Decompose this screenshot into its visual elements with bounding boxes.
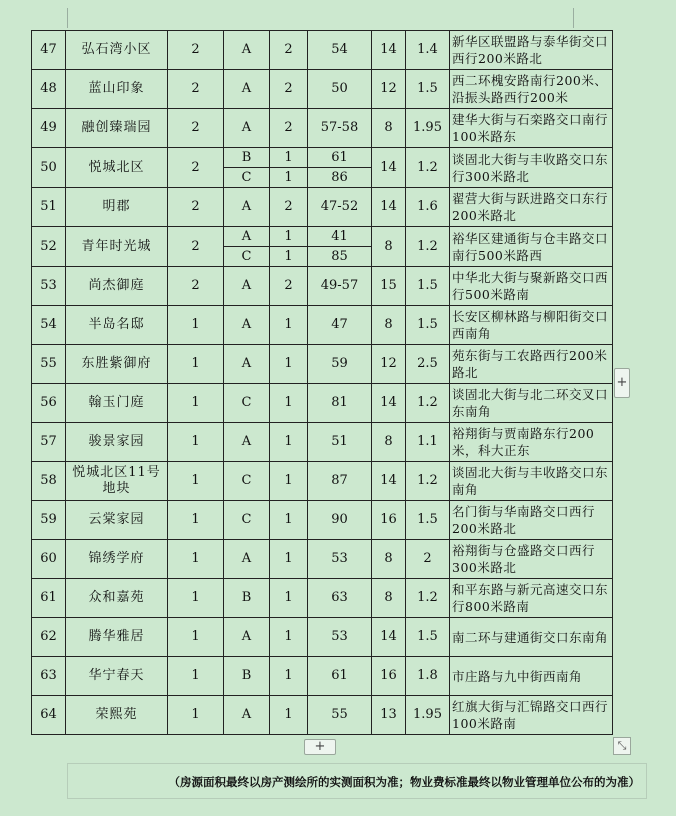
row-number: 59: [32, 501, 66, 540]
margin-guide-right: [573, 8, 574, 28]
address: 苑东街与工农路西行200米路北: [450, 345, 613, 384]
unit-type: A: [224, 306, 270, 345]
project-name: 悦城北区11号地块: [66, 462, 168, 501]
project-name: 云棠家园: [66, 501, 168, 540]
unit-type: C: [224, 384, 270, 423]
unit-count: 1: [168, 306, 224, 345]
table-row: [32, 31, 613, 70]
unit-count: 1: [168, 618, 224, 657]
table-row: [32, 70, 613, 109]
project-name: 青年时光城: [66, 227, 168, 267]
unit-qty: 1: [270, 501, 308, 540]
row-number: 55: [32, 345, 66, 384]
unit-type: A: [224, 109, 270, 148]
row-number: 63: [32, 657, 66, 696]
floors: 14: [372, 384, 406, 423]
unit-area: 47: [308, 306, 372, 345]
unit-area: 90: [308, 501, 372, 540]
unit-type: A: [224, 540, 270, 579]
unit-qty: 1: [270, 168, 308, 188]
unit-area: 57-58: [308, 109, 372, 148]
project-name: 融创臻瑞园: [66, 109, 168, 148]
address: 和平东路与新元高速交口东行800米路南: [450, 579, 613, 618]
unit-count: 2: [168, 31, 224, 70]
property-fee: 1.5: [406, 501, 450, 540]
address: 红旗大街与汇锦路交口西行100米路南: [450, 696, 613, 735]
unit-qty: 1: [270, 345, 308, 384]
unit-count: 2: [168, 70, 224, 109]
table-row: [32, 227, 613, 247]
floors: 8: [372, 540, 406, 579]
unit-qty: 2: [270, 267, 308, 306]
address: 西二环槐安路南行200米、沿振头路西行200米: [450, 70, 613, 109]
unit-count: 1: [168, 462, 224, 501]
unit-area: 41: [308, 227, 372, 247]
housing-table: [31, 30, 613, 735]
unit-area: 61: [308, 657, 372, 696]
unit-qty: 2: [270, 109, 308, 148]
project-name: 尚杰御庭: [66, 267, 168, 306]
floors: 8: [372, 423, 406, 462]
unit-area: 47-52: [308, 188, 372, 227]
address: 名门街与华南路交口西行200米路北: [450, 501, 613, 540]
add-row-button[interactable]: +: [304, 739, 336, 755]
unit-type: A: [224, 267, 270, 306]
row-number: 52: [32, 227, 66, 267]
unit-count: 1: [168, 345, 224, 384]
unit-area: 49-57: [308, 267, 372, 306]
table-row: [32, 462, 613, 501]
property-fee: 1.2: [406, 384, 450, 423]
row-number: 48: [32, 70, 66, 109]
floors: 8: [372, 306, 406, 345]
unit-area: 63: [308, 579, 372, 618]
floors: 8: [372, 227, 406, 267]
project-name: 腾华雅居: [66, 618, 168, 657]
row-number: 60: [32, 540, 66, 579]
property-fee: 1.95: [406, 109, 450, 148]
unit-qty: 1: [270, 148, 308, 168]
unit-area: 53: [308, 618, 372, 657]
unit-qty: 1: [270, 247, 308, 267]
table-row: [32, 501, 613, 540]
unit-area: 81: [308, 384, 372, 423]
unit-count: 2: [168, 188, 224, 227]
address: 谈固北大街与丰收路交口东南角: [450, 462, 613, 501]
row-number: 61: [32, 579, 66, 618]
unit-type: A: [224, 31, 270, 70]
unit-type: C: [224, 501, 270, 540]
unit-area: 51: [308, 423, 372, 462]
unit-area: 87: [308, 462, 372, 501]
table-row: [32, 188, 613, 227]
address: 裕华区建通街与仓丰路交口南行500米路西: [450, 227, 613, 267]
unit-type: C: [224, 168, 270, 188]
row-number: 54: [32, 306, 66, 345]
property-fee: 2.5: [406, 345, 450, 384]
unit-area: 55: [308, 696, 372, 735]
margin-guide-left: [67, 8, 68, 28]
row-number: 50: [32, 148, 66, 188]
unit-qty: 1: [270, 618, 308, 657]
floors: 16: [372, 501, 406, 540]
table-row: [32, 423, 613, 462]
row-number: 64: [32, 696, 66, 735]
address: 谈固北大街与北二环交叉口东南角: [450, 384, 613, 423]
unit-qty: 1: [270, 462, 308, 501]
property-fee: 1.95: [406, 696, 450, 735]
row-number: 58: [32, 462, 66, 501]
project-name: 明郡: [66, 188, 168, 227]
property-fee: 1.8: [406, 657, 450, 696]
floors: 14: [372, 462, 406, 501]
unit-type: A: [224, 618, 270, 657]
floors: 14: [372, 618, 406, 657]
table-row: [32, 384, 613, 423]
address: 中华北大街与聚新路交口西行500米路南: [450, 267, 613, 306]
address: 裕翔街与贾南路东行200米，科大正东: [450, 423, 613, 462]
unit-qty: 2: [270, 70, 308, 109]
address: 市庄路与九中街西南角: [450, 657, 613, 696]
floors: 16: [372, 657, 406, 696]
project-name: 悦城北区: [66, 148, 168, 188]
unit-type: A: [224, 345, 270, 384]
project-name: 弘石湾小区: [66, 31, 168, 70]
unit-type: A: [224, 696, 270, 735]
property-fee: 1.2: [406, 227, 450, 267]
floors: 13: [372, 696, 406, 735]
row-number: 62: [32, 618, 66, 657]
unit-area: 86: [308, 168, 372, 188]
unit-area: 61: [308, 148, 372, 168]
address: 长安区柳林路与柳阳街交口西南角: [450, 306, 613, 345]
unit-count: 1: [168, 384, 224, 423]
row-number: 49: [32, 109, 66, 148]
floors: 8: [372, 579, 406, 618]
property-fee: 1.5: [406, 70, 450, 109]
project-name: 东胜紫御府: [66, 345, 168, 384]
unit-count: 1: [168, 696, 224, 735]
address: 裕翔街与仓盛路交口西行300米路北: [450, 540, 613, 579]
unit-qty: 1: [270, 306, 308, 345]
table-row: [32, 306, 613, 345]
unit-count: 2: [168, 109, 224, 148]
row-number: 51: [32, 188, 66, 227]
property-fee: 1.5: [406, 267, 450, 306]
address: 建华大街与石栾路交口南行100米路东: [450, 109, 613, 148]
unit-count: 1: [168, 540, 224, 579]
unit-count: 2: [168, 267, 224, 306]
table-row: [32, 148, 613, 168]
row-number: 57: [32, 423, 66, 462]
project-name: 翰玉门庭: [66, 384, 168, 423]
project-name: 荣熙苑: [66, 696, 168, 735]
project-name: 骏景家园: [66, 423, 168, 462]
unit-type: B: [224, 579, 270, 618]
unit-type: B: [224, 148, 270, 168]
address: 谈固北大街与丰收路交口东行300米路北: [450, 148, 613, 188]
table-resize-handle[interactable]: ⤡: [613, 737, 631, 755]
row-number: 53: [32, 267, 66, 306]
floors: 12: [372, 70, 406, 109]
row-number: 56: [32, 384, 66, 423]
project-name: 众和嘉苑: [66, 579, 168, 618]
property-fee: 2: [406, 540, 450, 579]
unit-qty: 1: [270, 540, 308, 579]
unit-area: 54: [308, 31, 372, 70]
unit-qty: 1: [270, 579, 308, 618]
project-name: 华宁春天: [66, 657, 168, 696]
footnote: （房源面积最终以房产测绘所的实测面积为准；物业费标准最终以物业管理单位公布的为准）: [67, 763, 647, 799]
property-fee: 1.4: [406, 31, 450, 70]
unit-type: B: [224, 657, 270, 696]
unit-type: C: [224, 462, 270, 501]
unit-count: 1: [168, 501, 224, 540]
unit-count: 2: [168, 148, 224, 188]
property-fee: 1.5: [406, 618, 450, 657]
table-row: [32, 109, 613, 148]
unit-area: 59: [308, 345, 372, 384]
unit-type: A: [224, 423, 270, 462]
table-row: [32, 618, 613, 657]
table-row: [32, 267, 613, 306]
unit-count: 1: [168, 657, 224, 696]
address: 南二环与建通街交口东南角: [450, 618, 613, 657]
row-number: 47: [32, 31, 66, 70]
add-column-button[interactable]: +: [614, 368, 630, 398]
table-row: [32, 540, 613, 579]
property-fee: 1.6: [406, 188, 450, 227]
unit-qty: 1: [270, 696, 308, 735]
floors: 15: [372, 267, 406, 306]
floors: 14: [372, 148, 406, 188]
floors: 14: [372, 31, 406, 70]
table-row: [32, 657, 613, 696]
unit-qty: 1: [270, 384, 308, 423]
table-row: [32, 579, 613, 618]
unit-count: 1: [168, 579, 224, 618]
project-name: 锦绣学府: [66, 540, 168, 579]
unit-type: A: [224, 188, 270, 227]
unit-type: A: [224, 70, 270, 109]
unit-qty: 2: [270, 31, 308, 70]
property-fee: 1.2: [406, 462, 450, 501]
floors: 14: [372, 188, 406, 227]
table-row: [32, 696, 613, 735]
unit-qty: 1: [270, 227, 308, 247]
unit-qty: 1: [270, 423, 308, 462]
unit-type: A: [224, 227, 270, 247]
floors: 8: [372, 109, 406, 148]
property-fee: 1.1: [406, 423, 450, 462]
unit-type: C: [224, 247, 270, 267]
unit-area: 85: [308, 247, 372, 267]
unit-count: 1: [168, 423, 224, 462]
project-name: 蓝山印象: [66, 70, 168, 109]
address: 新华区联盟路与泰华街交口西行200米路北: [450, 31, 613, 70]
floors: 12: [372, 345, 406, 384]
table-row: [32, 345, 613, 384]
property-fee: 1.5: [406, 306, 450, 345]
address: 翟营大街与跃进路交口东行200米路北: [450, 188, 613, 227]
unit-area: 50: [308, 70, 372, 109]
property-fee: 1.2: [406, 148, 450, 188]
unit-qty: 2: [270, 188, 308, 227]
unit-area: 53: [308, 540, 372, 579]
property-fee: 1.2: [406, 579, 450, 618]
unit-count: 2: [168, 227, 224, 267]
unit-qty: 1: [270, 657, 308, 696]
project-name: 半岛名邸: [66, 306, 168, 345]
